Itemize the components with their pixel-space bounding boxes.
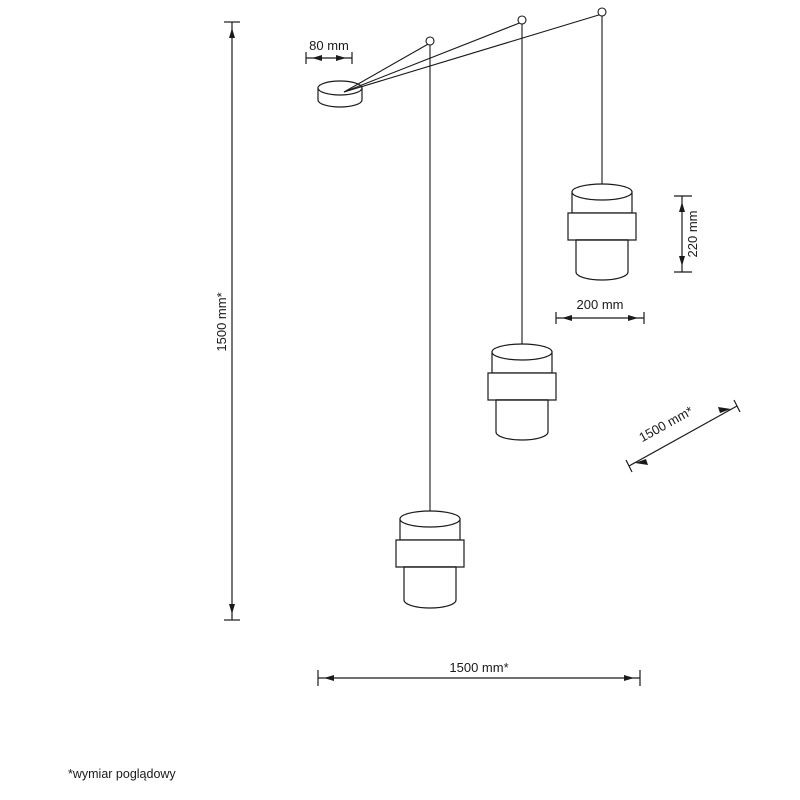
total-height-label: 1500 mm* bbox=[214, 292, 229, 352]
lamp-shade-middle bbox=[488, 344, 556, 440]
depth-label: 1500 mm* bbox=[636, 403, 696, 445]
footnote: *wymiar poglądowy bbox=[68, 767, 176, 781]
shade-height-label: 220 mm bbox=[685, 210, 700, 258]
canopy-width-dimension bbox=[306, 52, 352, 64]
suspension-cables bbox=[344, 8, 606, 512]
shade-diameter-label: 200 mm bbox=[576, 297, 624, 312]
lamp-shade-top bbox=[568, 184, 636, 280]
shade-diameter-dimension bbox=[556, 312, 644, 324]
canopy-width-label: 80 mm bbox=[309, 38, 349, 53]
lamp-shade-bottom bbox=[396, 511, 464, 608]
total-width-label: 1500 mm* bbox=[449, 660, 509, 675]
